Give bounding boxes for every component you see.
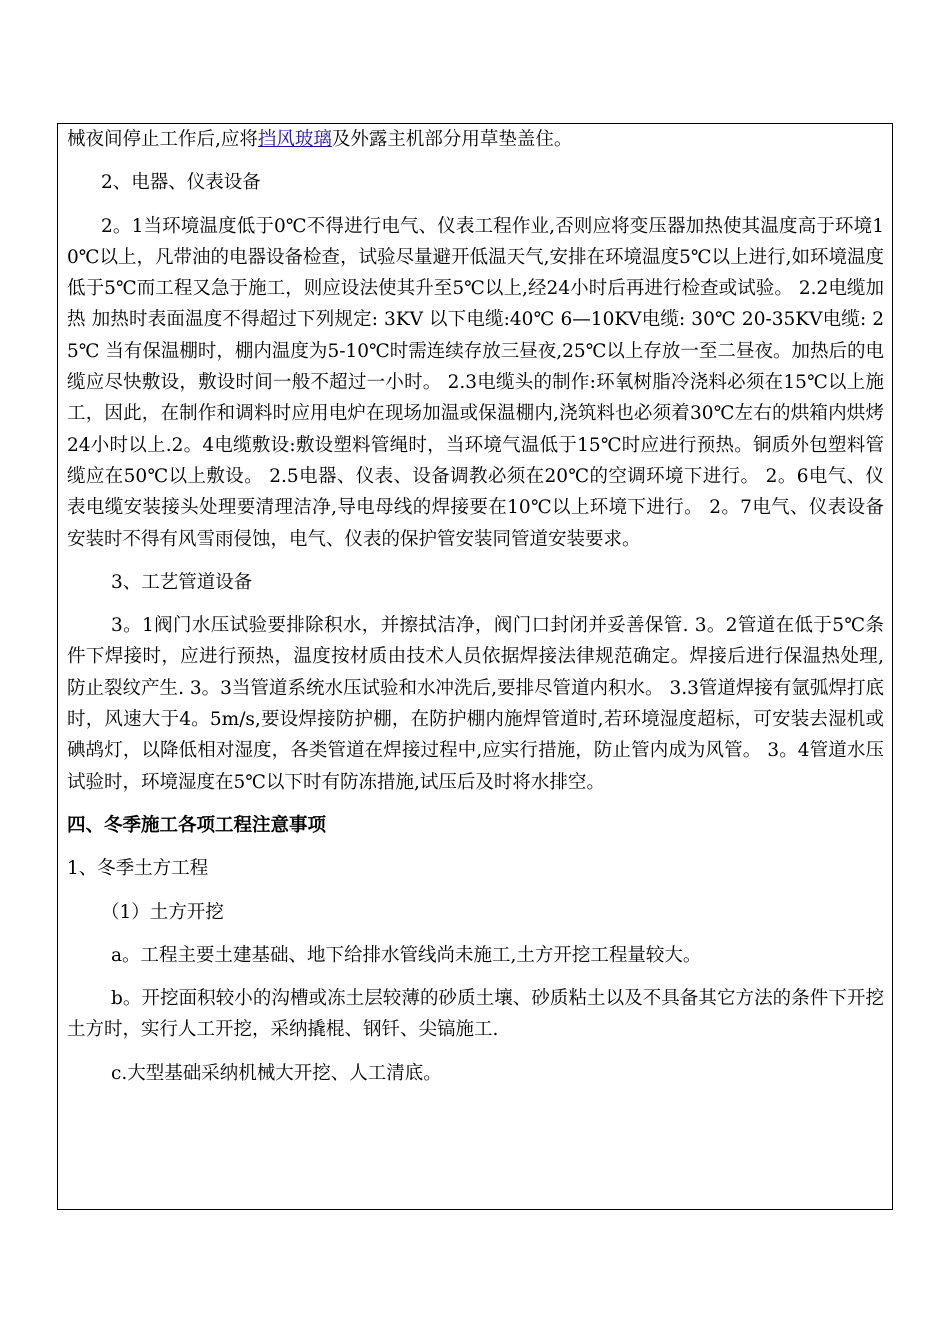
document-frame — [57, 123, 893, 1210]
paragraph-item-a: a。工程主要土建基础、地下给排水管线尚未施工,土方开挖工程量较大。 — [111, 944, 702, 966]
paragraph-continuation — [67, 124, 884, 155]
paragraph-process-piping: 3。1阀门水压试验要排除积水，并擦拭洁净，阀门口封闭并妥善保管. 3。2管道在低于5℃条件下焊接时，应进行预热，温度按材质由技术人员依据焊接法律规范确定。焊接后进行保温热处理,防止裂纹产生. 3。3当管道系统水压试验和水冲洗后,要排尽管道内积水。 3.3管道焊接有氩弧焊打底时，风速大于4。5m/s,要设焊接防护棚，在防护棚内施焊管道时,若环境湿度超标，可安装去湿机或碘鸪灯，以降低相对湿度，各类管道在焊接过程中,应实行措施，防止管内成为风管。 3。4管道水压试验时，环境湿度在5℃以下时有防冻措施,试压后及时将水排空。 — [67, 615, 884, 793]
document-content — [67, 124, 884, 1089]
paragraph-item-c: c.大型基础采纳机械大开挖、人工清底。 — [111, 1062, 442, 1084]
heading-excavation: （1）土方开挖 — [101, 901, 224, 923]
windshield-link[interactable]: 挡风玻璃 — [257, 129, 332, 150]
paragraph-text: 械夜间停止工作后,应将 — [67, 129, 258, 150]
paragraph-text: 及外露主机部分用草垫盖住。 — [331, 129, 573, 150]
heading-process-piping: 3、工艺管道设备 — [111, 571, 253, 593]
heading-section-four: 四、冬季施工各项工程注意事项 — [67, 814, 327, 836]
heading-electrical: 2、电器、仪表设备 — [101, 172, 261, 194]
paragraph-electrical: 2。1当环境温度低于0℃不得进行电气、仪表工程作业,否则应将变压器加热使其温度高于环境10℃以上，凡带油的电器设备检查，试验尽量避开低温天气,安排在环境温度5℃以上进行,如环境温度低于5℃而工程又急于施工，则应设法使其升至5℃以上,经24小时后再进行检查或试验。 2.2电缆加热 加热时表面温度不得超过下列规定: 3KV 以下电缆:40℃ 6—10KV电缆: 30℃ 20-35KV电缆: 25℃ 当有保温棚时，棚内温度为5-10℃时需连续存放三昼夜,25℃以上存放一至二昼夜。加热后的电缆应尽快敷设，敷设时间一般不超过一小时。 2.3电缆头的制作:环氧树脂冷浇料必须在15℃以上施工，因此，在制作和调料时应用电炉在现场加温或保温棚内,浇筑料也必须着30℃左右的烘箱内烘烤24小时以上.2。4电缆敷设:敷设塑料管绳时，当环境气温低于15℃时应进行预热。铜质外包塑料管缆应在50℃以上敷设。 2.5电器、仪表、设备调教必须在20℃的空调环境下进行。 2。6电气、仪表电缆安装接头处理要清理洁净,导电母线的焊接要在10℃以上环境下进行。 2。7电气、仪表设备安装时不得有风雪雨侵蚀，电气、仪表的保护管安装同管道安装要求。 — [67, 215, 884, 550]
heading-winter-earthwork: 1、冬季土方工程 — [67, 858, 209, 880]
paragraph-item-b: b。开挖面积较小的沟槽或冻土层较薄的砂质土壤、砂质粘土以及不具备其它方法的条件下开挖土方时，实行人工开挖，采纳撬棍、钢钎、尖镐施工. — [67, 988, 884, 1041]
